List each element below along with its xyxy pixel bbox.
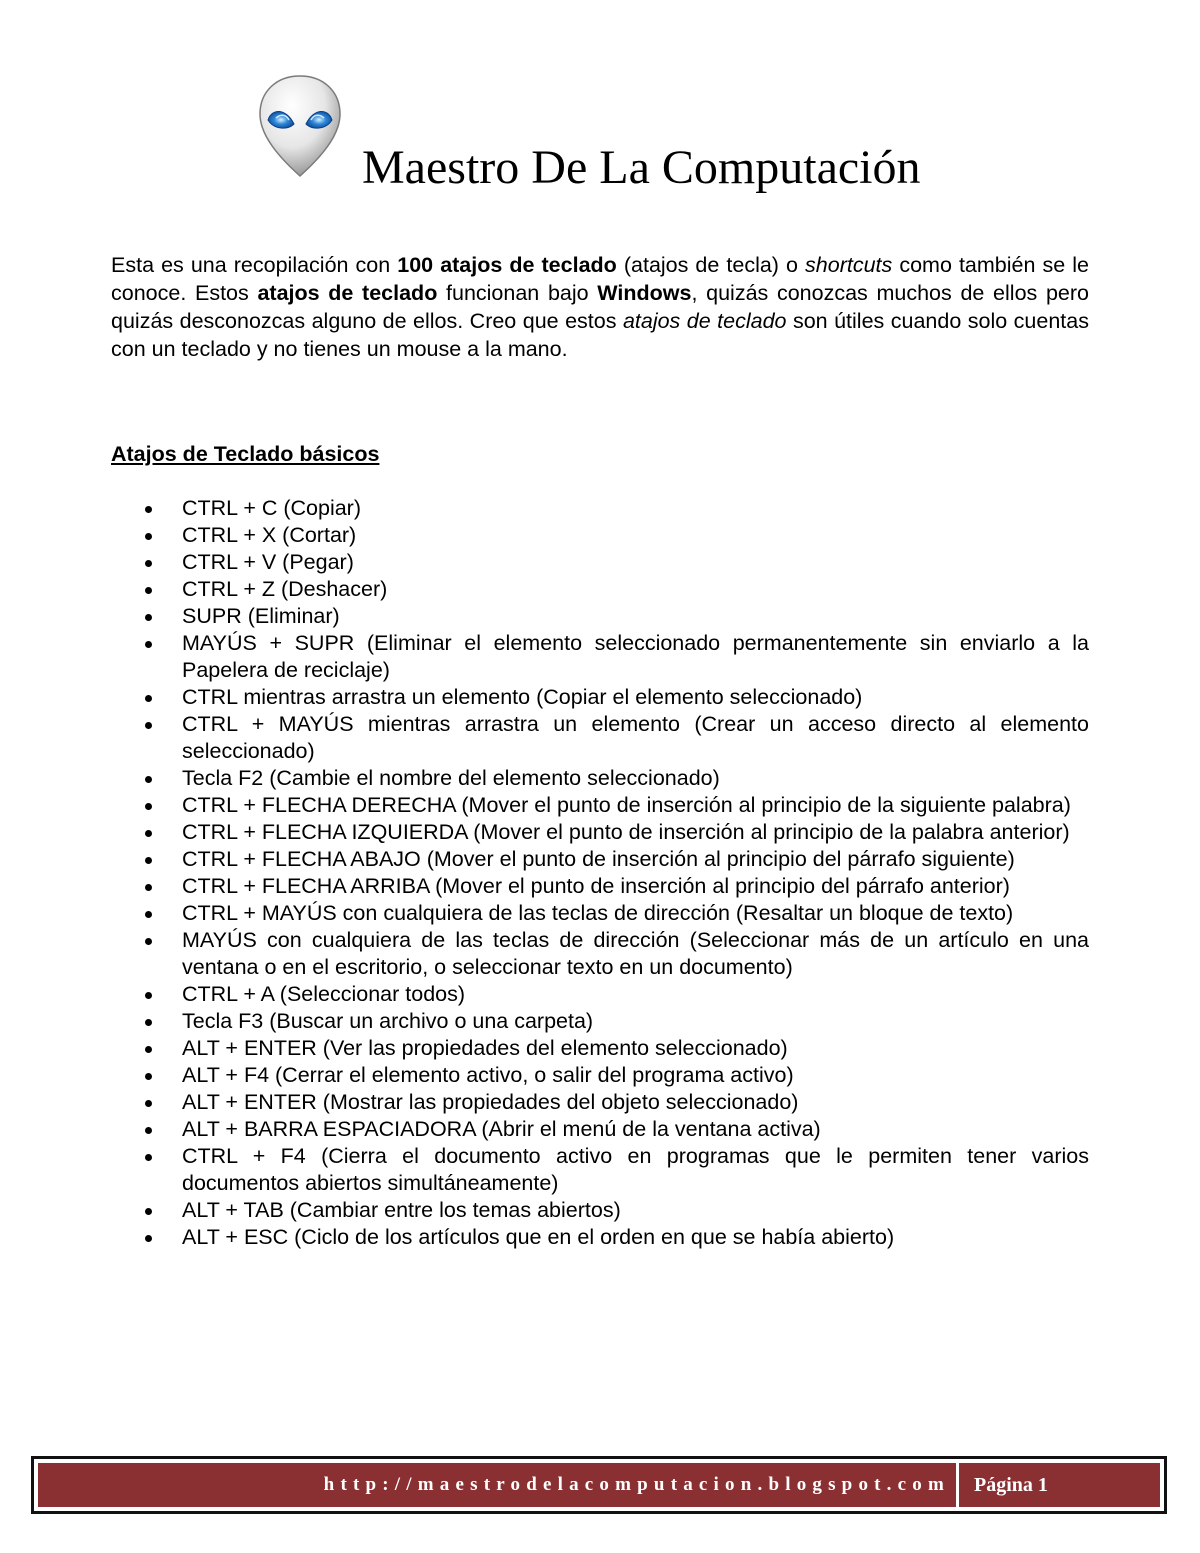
list-item-text: CTRL + X (Cortar): [182, 523, 357, 547]
list-item: [111, 576, 1089, 603]
list-item: [111, 927, 1089, 981]
intro-paragraph: Esta es una recopilación con 100 atajos de teclado (atajos de tecla) o shortcuts como también se le conoce. Estos atajos de teclado funcionan bajo Windows, quizás conozcas muchos de ellos pero quizás desconozcas alguno de ellos. Creo que estos atajos de teclado son útiles cuando solo cuentas con un teclado y no tienes un mouse a la mano.: [111, 253, 1089, 361]
bullet-icon: [145, 884, 152, 891]
list-item-text: CTRL + F4 (Cierra el documento activo en programas que le permiten tener varios documentos abiertos simultáneamente): [182, 1144, 1089, 1195]
page-header: [0, 0, 1200, 210]
page-footer: [31, 1456, 1167, 1514]
bullet-icon: [145, 803, 152, 810]
list-item-text: CTRL + MAYÚS mientras arrastra un elemento (Crear un acceso directo al elemento seleccionado): [182, 712, 1089, 763]
list-item: [111, 630, 1089, 684]
bullet-icon: [145, 1073, 152, 1080]
footer-url: http://maestrodelacomputacion.blogspot.com: [323, 1474, 950, 1495]
list-item: [111, 1008, 1089, 1035]
list-item-text: CTRL + FLECHA DERECHA (Mover el punto de inserción al principio de la siguiente palabra): [182, 793, 1071, 817]
list-item-text: CTRL mientras arrastra un elemento (Copiar el elemento seleccionado): [182, 685, 863, 709]
bullet-icon: [145, 1019, 152, 1026]
bullet-icon: [145, 938, 152, 945]
page-number: Página 1: [974, 1474, 1048, 1496]
list-item: [111, 981, 1089, 1008]
list-item: [111, 792, 1089, 819]
bullet-icon: [145, 992, 152, 999]
list-item-text: CTRL + MAYÚS con cualquiera de las teclas de dirección (Resaltar un bloque de texto): [182, 901, 1014, 925]
bullet-icon: [145, 1235, 152, 1242]
list-item-text: Tecla F2 (Cambie el nombre del elemento seleccionado): [182, 766, 720, 790]
bullet-icon: [145, 533, 152, 540]
list-item: [111, 1089, 1089, 1116]
list-item: [111, 765, 1089, 792]
bullet-icon: [145, 587, 152, 594]
list-item-text: MAYÚS con cualquiera de las teclas de dirección (Seleccionar más de un artículo en una ventana o en el escritorio, o seleccionar texto en un documento): [182, 928, 1089, 979]
bullet-icon: [145, 1154, 152, 1161]
list-item-text: CTRL + C (Copiar): [182, 496, 362, 520]
list-item-text: CTRL + FLECHA ABAJO (Mover el punto de inserción al principio del párrafo siguiente): [182, 847, 1015, 871]
bullet-icon: [145, 641, 152, 648]
list-item: [111, 1062, 1089, 1089]
list-item: [111, 873, 1089, 900]
list-item: [111, 1143, 1089, 1197]
bullet-icon: [145, 776, 152, 783]
footer-divider: [956, 1463, 959, 1507]
bullet-icon: [145, 830, 152, 837]
bullet-icon: [145, 1100, 152, 1107]
list-item-text: ALT + ENTER (Mostrar las propiedades del objeto seleccionado): [182, 1090, 799, 1114]
list-item-text: CTRL + V (Pegar): [182, 550, 354, 574]
list-item: [111, 711, 1089, 765]
shortcut-list: [111, 495, 1089, 1251]
bullet-icon: [145, 1208, 152, 1215]
list-item: [111, 549, 1089, 576]
list-item: [111, 1116, 1089, 1143]
list-item: [111, 1197, 1089, 1224]
list-item: [111, 495, 1089, 522]
list-item-text: ALT + TAB (Cambiar entre los temas abiertos): [182, 1198, 621, 1222]
bullet-icon: [145, 614, 152, 621]
list-item-text: Tecla F3 (Buscar un archivo o una carpeta): [182, 1009, 594, 1033]
list-item-text: CTRL + FLECHA ARRIBA (Mover el punto de inserción al principio del párrafo anterior): [182, 874, 1010, 898]
list-item-text: SUPR (Eliminar): [182, 604, 340, 628]
page-title: Maestro De La Computación: [362, 141, 921, 194]
list-item: [111, 684, 1089, 711]
bullet-icon: [145, 695, 152, 702]
list-item: [111, 603, 1089, 630]
list-item-text: CTRL + FLECHA IZQUIERDA (Mover el punto de inserción al principio de la palabra anterior): [182, 820, 1070, 844]
bullet-icon: [145, 722, 152, 729]
list-item-text: ALT + ENTER (Ver las propiedades del elemento seleccionado): [182, 1036, 788, 1060]
alien-head-icon: [258, 74, 342, 178]
list-item-text: CTRL + Z (Deshacer): [182, 577, 388, 601]
list-item-text: MAYÚS + SUPR (Eliminar el elemento seleccionado permanentemente sin enviarlo a la Papelera de reciclaje): [182, 631, 1089, 682]
footer-band: [38, 1463, 1160, 1507]
list-item-text: ALT + F4 (Cerrar el elemento activo, o salir del programa activo): [182, 1063, 794, 1087]
list-item: [111, 846, 1089, 873]
bullet-icon: [145, 857, 152, 864]
list-item-text: ALT + BARRA ESPACIADORA (Abrir el menú de la ventana activa): [182, 1117, 821, 1141]
bullet-icon: [145, 560, 152, 567]
list-item: [111, 900, 1089, 927]
bullet-icon: [145, 1046, 152, 1053]
bullet-icon: [145, 1127, 152, 1134]
list-item-text: ALT + ESC (Ciclo de los artículos que en el orden en que se había abierto): [182, 1225, 895, 1249]
section-heading: Atajos de Teclado básicos: [111, 442, 380, 466]
list-item: [111, 1035, 1089, 1062]
list-item-text: CTRL + A (Seleccionar todos): [182, 982, 466, 1006]
bullet-icon: [145, 506, 152, 513]
list-item: [111, 819, 1089, 846]
list-item: [111, 1224, 1089, 1251]
list-item: [111, 522, 1089, 549]
bullet-icon: [145, 911, 152, 918]
